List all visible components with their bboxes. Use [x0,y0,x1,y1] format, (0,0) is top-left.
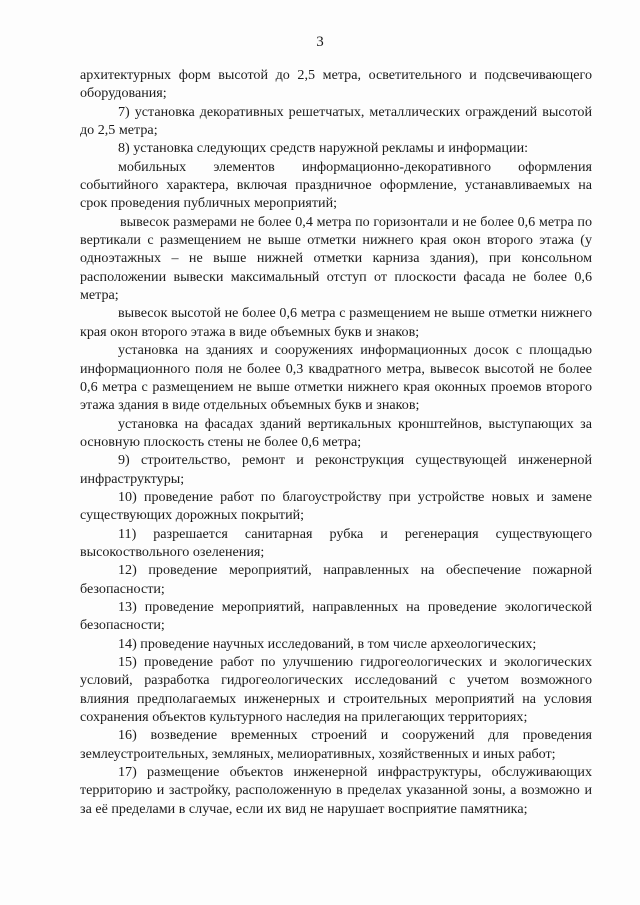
paragraph-item-8-mobile-elements: мобильных элементов информационно-декоративного оформления событийного характера, включая праздничное оформление, устанавливаемых на срок проведения публичных мероприятий; [80,158,592,212]
paragraph-item-8: 8) установка следующих средств наружной рекламы и информации: [118,140,529,157]
paragraph-item-9: 9) строительство, ремонт и реконструкция существующей инженерной инфраструктуры; [80,452,592,487]
paragraph-item-12: 12) проведение мероприятий, направленных на обеспечение пожарной безопасности; [80,562,592,597]
paragraph-item-11: 11) разрешается санитарная рубка и регенерация существующего высокоствольного озеленения; [80,525,592,560]
paragraph-item-8-brackets: установка на фасадах зданий вертикальных кронштейнов, выступающих за основную плоскость стены не более 0,6 метра; [80,415,592,450]
page-number: 3 [316,34,324,50]
paragraph-item-15: 15) проведение работ по улучшению гидрогеологических и экологических условий, разработка гидрогеологических исследований с учетом возможного влияния предполагаемых инженерных и строительных мероприятий на условия сохранения объектов культурного наследия на прилегающих территориях; [80,654,592,726]
paragraph-item-8-signs-size: вывесок размерами не более 0,4 метра по горизонтали и не более 0,6 метра по вертикали с размещением не выше отметки нижнего края окон второго этажа (у одноэтажных – не выше нижней отметки карниза здания), при консольном расположении вывески максимальный отступ от плоскости фасада не более 0,6 метра; [80,213,592,304]
paragraph-item-14: 14) проведение научных исследований, в том числе археологических; [118,635,537,652]
paragraph-item-17: 17) размещение объектов инженерной инфраструктуры, обслуживающих территорию и застройку, расположенную в пределах указанной зоны, а возможно и за её пределами в случае, если их вид не нарушает восприятие памятника; [80,764,592,817]
paragraph-item-7: 7) установка декоративных решетчатых, металлических ограждений высотой до 2,5 метра; [80,103,592,139]
paragraph-continuation: архитектурных форм высотой до 2,5 метра, осветительного и подсвечивающего оборудования; [80,67,592,102]
paragraph-item-13: 13) проведение мероприятий, направленных на проведение экологической безопасности; [80,598,592,634]
paragraph-item-8-signs-height: вывесок высотой не более 0,6 метра с размещением не выше отметки нижнего края окон второго этажа в виде объемных букв и знаков; [80,305,592,340]
paragraph-item-8-info-boards: установка на зданиях и сооружениях информационных досок с площадью информационного поля не более 0,3 квадратного метра, вывесок высотой не более 0,6 метра с размещением не выше отметки нижнего края оконных проемов второго этажа здания в виде отдельных объемных букв и знаков; [80,342,592,414]
paragraph-item-10: 10) проведение работ по благоустройству при устройстве новых и замене существующих дорожных покрытий; [80,488,592,524]
paragraph-item-16: 16) возведение временных строений и сооружений для проведения землеустроительных, земляных, мелиоративных, хозяйственных и иных работ; [80,727,592,762]
document-body [80,66,592,818]
